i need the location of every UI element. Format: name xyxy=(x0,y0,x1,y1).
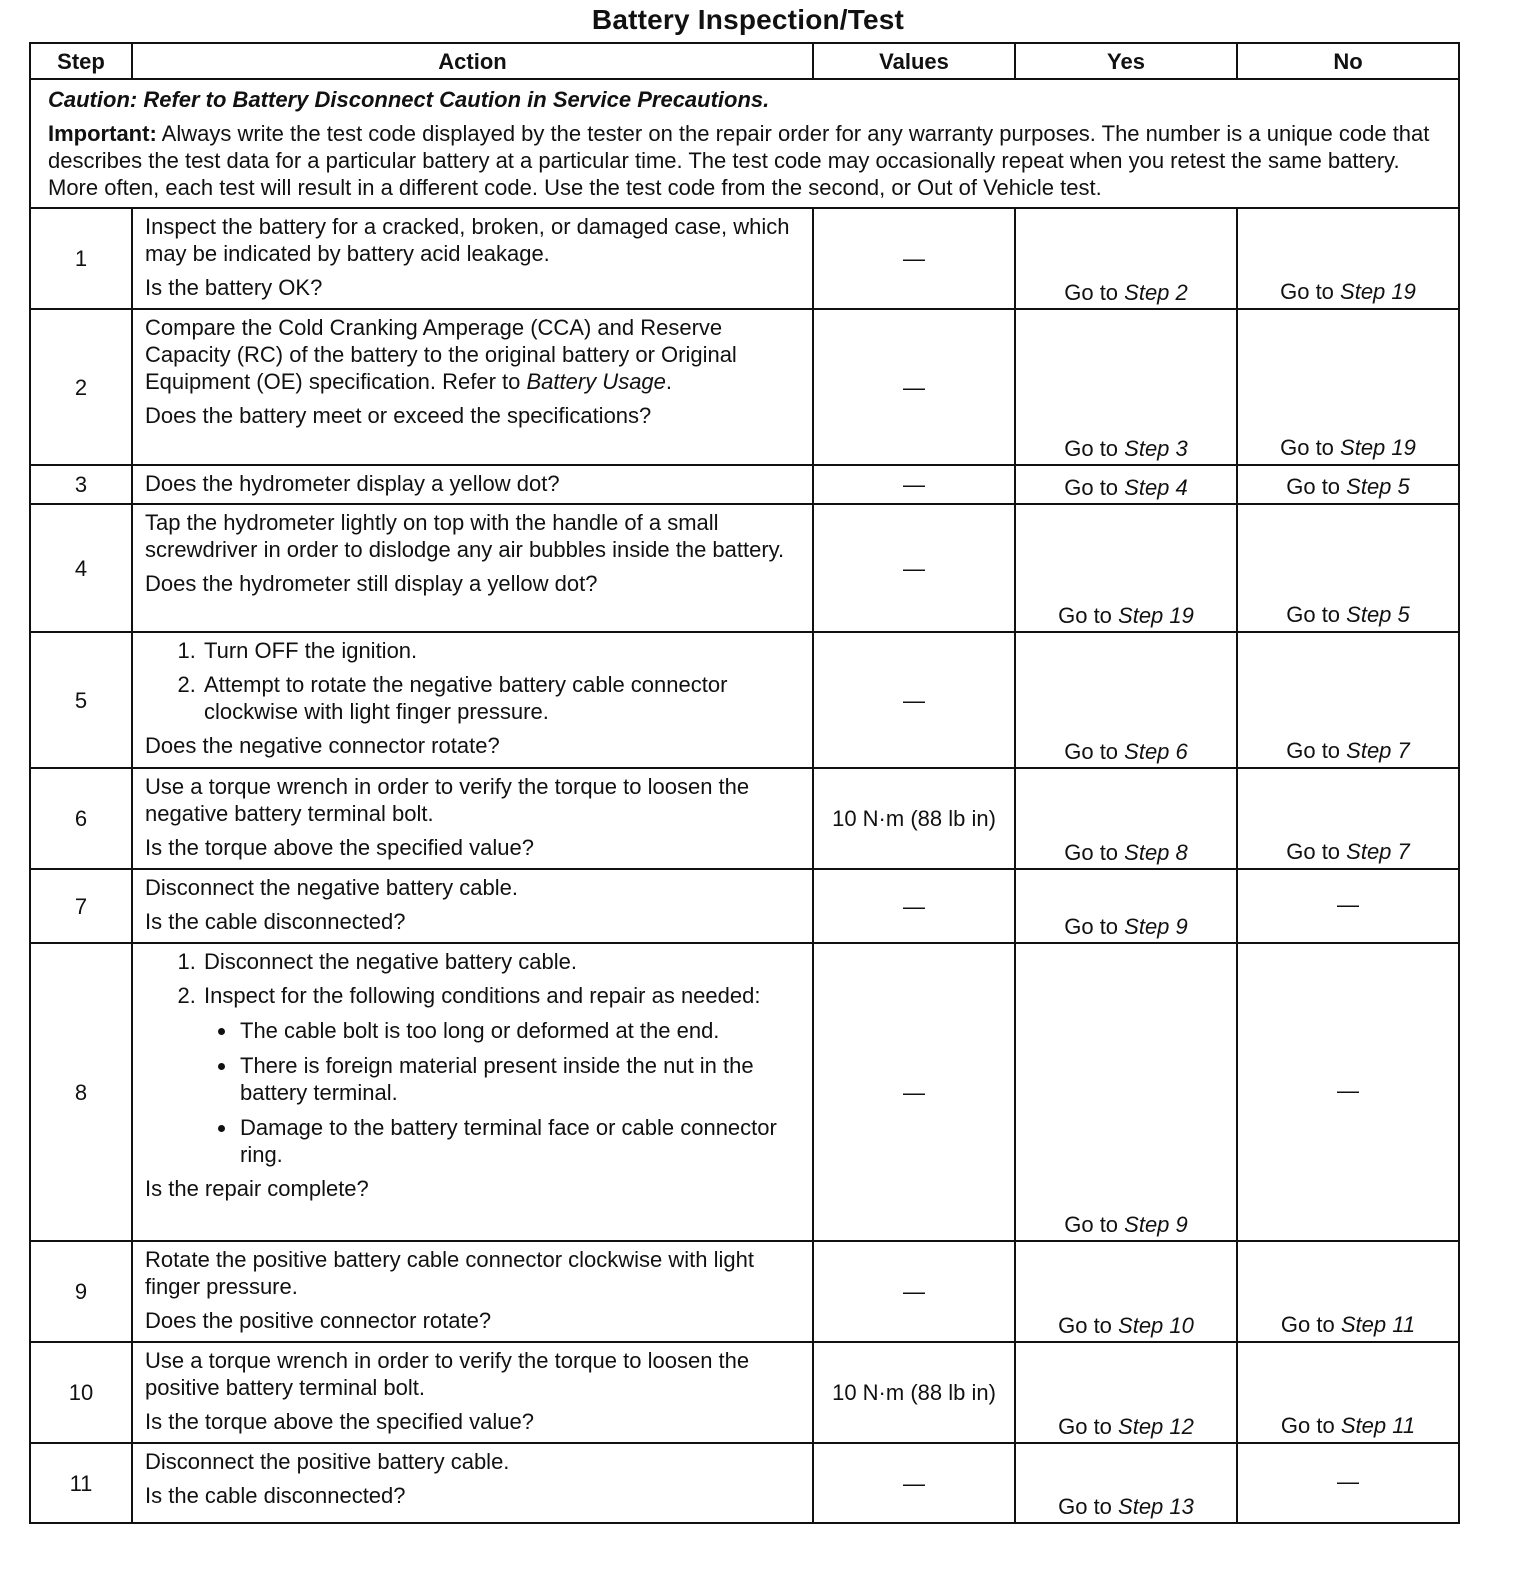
goto-step: Step 7 xyxy=(1346,738,1410,763)
step-number: 9 xyxy=(30,1241,132,1342)
step-number: 10 xyxy=(30,1342,132,1443)
step-question: Is the cable disconnected? xyxy=(145,909,406,934)
step-question: Is the battery OK? xyxy=(145,275,323,300)
goto-prefix: Go to xyxy=(1058,1414,1119,1439)
goto-step: Step 4 xyxy=(1124,475,1188,500)
goto-step: Step 13 xyxy=(1118,1494,1194,1519)
instruction-text: Disconnect the positive battery cable. xyxy=(145,1449,510,1474)
goto-prefix: Go to xyxy=(1280,435,1341,460)
step-value: — xyxy=(813,632,1015,768)
step-question: Does the hydrometer still display a yellow dot? xyxy=(145,571,598,596)
important-label: Important: xyxy=(48,121,157,146)
step-yes xyxy=(1015,632,1237,768)
no-value: — xyxy=(1337,1078,1359,1103)
step-value: — xyxy=(813,504,1015,632)
step-question: Does the battery meet or exceed the specifications? xyxy=(145,403,652,428)
step-instruction xyxy=(145,509,802,563)
step-no xyxy=(1237,504,1459,632)
goto-link xyxy=(1286,839,1410,864)
goto-prefix: Go to xyxy=(1064,739,1125,764)
step-yes xyxy=(1015,869,1237,943)
goto-prefix: Go to xyxy=(1280,1413,1341,1438)
step-number: 8 xyxy=(30,943,132,1241)
step-action xyxy=(132,465,813,504)
substep-list xyxy=(145,637,802,725)
goto-link xyxy=(1064,280,1188,305)
step-action xyxy=(132,208,813,309)
step-yes xyxy=(1015,1241,1237,1342)
step-question: Does the positive connector rotate? xyxy=(145,1308,492,1333)
procedure-table xyxy=(29,42,1460,1524)
no-value: — xyxy=(1337,1469,1359,1494)
step-question: Does the negative connector rotate? xyxy=(145,733,500,758)
notes-cell xyxy=(30,79,1459,208)
goto-prefix: Go to xyxy=(1058,1313,1119,1338)
goto-step: Step 7 xyxy=(1346,839,1410,864)
condition-item: • There is foreign material present inside the nut in the battery terminal. xyxy=(238,1052,802,1106)
goto-step: Step 8 xyxy=(1124,840,1188,865)
step-instruction: Compare the Cold Cranking Amperage (CCA) and Reserve Capacity (RC) of the battery to the original battery or Original Equipment (OE) specification. Refer to Battery Usage. xyxy=(145,315,737,394)
goto-prefix: Go to xyxy=(1064,475,1125,500)
step-question: Is the torque above the specified value? xyxy=(145,1409,534,1434)
important-note xyxy=(48,120,1442,201)
goto-prefix: Go to xyxy=(1058,603,1119,628)
step-action xyxy=(132,504,813,632)
header-step: Step xyxy=(30,43,132,79)
goto-link xyxy=(1064,840,1188,865)
goto-prefix: Go to xyxy=(1064,1212,1125,1237)
step-yes xyxy=(1015,309,1237,465)
step-yes xyxy=(1015,1443,1237,1523)
step-action xyxy=(132,768,813,869)
step-number: 7 xyxy=(30,869,132,943)
step-row xyxy=(30,768,1459,869)
instruction-reference: Battery Usage xyxy=(526,369,666,394)
step-yes xyxy=(1015,504,1237,632)
no-value: — xyxy=(1337,892,1359,917)
step-yes xyxy=(1015,465,1237,504)
step-value: — xyxy=(813,1241,1015,1342)
substep-text: Attempt to rotate the negative battery cable connector clockwise with light finger pressure. xyxy=(204,672,728,724)
step-no xyxy=(1237,465,1459,504)
step-question: Is the cable disconnected? xyxy=(145,1483,406,1508)
step-instruction xyxy=(145,213,802,267)
goto-step: Step 3 xyxy=(1124,436,1188,461)
goto-prefix: Go to xyxy=(1286,738,1347,763)
header-action: Action xyxy=(132,43,813,79)
step-yes xyxy=(1015,943,1237,1241)
instruction-text: Use a torque wrench in order to verify the torque to loosen the negative battery terminal bolt. xyxy=(145,774,750,826)
step-question: Does the hydrometer display a yellow dot? xyxy=(145,471,560,496)
step-action xyxy=(132,1241,813,1342)
step-no xyxy=(1237,309,1459,465)
instruction-text: Use a torque wrench in order to verify the torque to loosen the positive battery terminal bolt. xyxy=(145,1348,750,1400)
instruction-text: Rotate the positive battery cable connector clockwise with light finger pressure. xyxy=(145,1247,754,1299)
step-instruction xyxy=(145,1448,802,1475)
goto-link xyxy=(1064,1212,1188,1237)
step-value: — xyxy=(813,869,1015,943)
instruction-text: Disconnect the negative battery cable. xyxy=(145,875,519,900)
step-action xyxy=(132,309,813,465)
step-no xyxy=(1237,632,1459,768)
step-number: 2 xyxy=(30,309,132,465)
step-value: — xyxy=(813,1443,1015,1523)
header-row xyxy=(30,43,1459,79)
step-value: — xyxy=(813,309,1015,465)
goto-link xyxy=(1286,738,1410,763)
substep-item xyxy=(202,637,802,664)
step-number: 3 xyxy=(30,465,132,504)
step-instruction xyxy=(145,773,802,827)
goto-link xyxy=(1064,475,1188,500)
step-question: Is the repair complete? xyxy=(145,1176,369,1201)
substep-item xyxy=(202,948,802,975)
important-text: Always write the test code displayed by the tester on the repair order for any warranty purposes. The number is a unique code that describes the test data for a particular battery at a particular time. The test code may occasionally repeat when you retest the same battery. More often, each test will result in a different code. Use the test code from the second, or Out of Vehicle test. xyxy=(48,121,1430,200)
step-row xyxy=(30,208,1459,309)
goto-link xyxy=(1280,435,1416,460)
substep-item xyxy=(202,982,802,1168)
step-yes xyxy=(1015,208,1237,309)
condition-list xyxy=(204,1017,802,1168)
header-no: No xyxy=(1237,43,1459,79)
step-row xyxy=(30,1241,1459,1342)
goto-link xyxy=(1286,602,1410,627)
instruction-text: Tap the hydrometer lightly on top with the handle of a small screwdriver in order to dislodge any air bubbles inside the battery. xyxy=(145,510,785,562)
step-question: Is the torque above the specified value? xyxy=(145,835,534,860)
step-yes xyxy=(1015,768,1237,869)
step-row xyxy=(30,504,1459,632)
step-value: 10 N·m (88 lb in) xyxy=(813,1342,1015,1443)
goto-link xyxy=(1064,436,1188,461)
substep-text: Inspect for the following conditions and repair as needed: xyxy=(204,983,761,1008)
goto-link xyxy=(1064,739,1188,764)
goto-step: Step 19 xyxy=(1340,435,1416,460)
step-row xyxy=(30,1342,1459,1443)
goto-step: Step 19 xyxy=(1118,603,1194,628)
step-instruction xyxy=(145,1246,802,1300)
substep-list xyxy=(145,948,802,1168)
condition-item: • Damage to the battery terminal face or cable connector ring. xyxy=(238,1114,802,1168)
goto-link xyxy=(1064,914,1188,939)
goto-step: Step 2 xyxy=(1124,280,1188,305)
goto-prefix: Go to xyxy=(1280,1312,1341,1337)
step-no xyxy=(1237,869,1459,943)
goto-prefix: Go to xyxy=(1064,436,1125,461)
step-value: 10 N·m (88 lb in) xyxy=(813,768,1015,869)
step-number: 1 xyxy=(30,208,132,309)
step-no xyxy=(1237,1342,1459,1443)
goto-link xyxy=(1286,474,1410,499)
goto-prefix: Go to xyxy=(1286,474,1347,499)
instruction-text: Inspect the battery for a cracked, broken, or damaged case, which may be indicated by battery acid leakage. xyxy=(145,214,790,266)
notes-row xyxy=(30,79,1459,208)
goto-link xyxy=(1058,1313,1194,1338)
goto-link xyxy=(1058,1414,1194,1439)
step-instruction xyxy=(145,874,802,901)
goto-prefix: Go to xyxy=(1064,840,1125,865)
step-action xyxy=(132,869,813,943)
goto-step: Step 5 xyxy=(1346,474,1410,499)
goto-link xyxy=(1281,1413,1415,1438)
step-row xyxy=(30,943,1459,1241)
step-value: — xyxy=(813,465,1015,504)
goto-step: Step 12 xyxy=(1118,1414,1194,1439)
steps-body xyxy=(30,208,1459,1523)
step-row xyxy=(30,632,1459,768)
step-no xyxy=(1237,943,1459,1241)
step-no xyxy=(1237,1241,1459,1342)
goto-prefix: Go to xyxy=(1280,279,1341,304)
goto-link xyxy=(1058,1494,1194,1519)
step-row xyxy=(30,869,1459,943)
step-action xyxy=(132,1443,813,1523)
goto-step: Step 5 xyxy=(1346,602,1410,627)
goto-prefix: Go to xyxy=(1286,839,1347,864)
instruction-text: Compare the Cold Cranking Amperage (CCA) and Reserve Capacity (RC) of the battery to the original battery or Original Equipment (OE) specification. Refer to xyxy=(145,315,737,394)
header-yes: Yes xyxy=(1015,43,1237,79)
goto-link xyxy=(1281,1312,1415,1337)
goto-prefix: Go to xyxy=(1286,602,1347,627)
step-instruction xyxy=(145,1347,802,1401)
goto-step: Step 9 xyxy=(1124,1212,1188,1237)
goto-prefix: Go to xyxy=(1064,914,1125,939)
condition-item: • The cable bolt is too long or deformed at the end. xyxy=(238,1017,802,1044)
step-number: 6 xyxy=(30,768,132,869)
page-title: Battery Inspection/Test xyxy=(591,4,905,35)
step-row xyxy=(30,465,1459,504)
caution-note: Caution: Refer to Battery Disconnect Caution in Service Precautions. xyxy=(48,87,770,112)
goto-step: Step 6 xyxy=(1124,739,1188,764)
goto-step: Step 19 xyxy=(1340,279,1416,304)
goto-step: Step 10 xyxy=(1118,1313,1194,1338)
header-values: Values xyxy=(813,43,1015,79)
step-no xyxy=(1237,208,1459,309)
step-action xyxy=(132,632,813,768)
goto-step: Step 11 xyxy=(1340,1312,1416,1337)
goto-link xyxy=(1280,279,1416,304)
step-row xyxy=(30,309,1459,465)
step-no xyxy=(1237,768,1459,869)
step-value: — xyxy=(813,208,1015,309)
step-yes xyxy=(1015,1342,1237,1443)
step-action xyxy=(132,943,813,1241)
goto-step: Step 9 xyxy=(1124,914,1188,939)
step-row xyxy=(30,1443,1459,1523)
substep-item xyxy=(202,671,802,725)
step-action xyxy=(132,1342,813,1443)
goto-prefix: Go to xyxy=(1064,280,1125,305)
substep-text: Turn OFF the ignition. xyxy=(204,638,418,663)
step-value: — xyxy=(813,943,1015,1241)
goto-link xyxy=(1058,603,1194,628)
substep-text: Disconnect the negative battery cable. xyxy=(204,949,578,974)
step-number: 11 xyxy=(30,1443,132,1523)
step-number: 5 xyxy=(30,632,132,768)
goto-prefix: Go to xyxy=(1058,1494,1119,1519)
goto-step: Step 11 xyxy=(1340,1413,1416,1438)
step-no xyxy=(1237,1443,1459,1523)
step-number: 4 xyxy=(30,504,132,632)
